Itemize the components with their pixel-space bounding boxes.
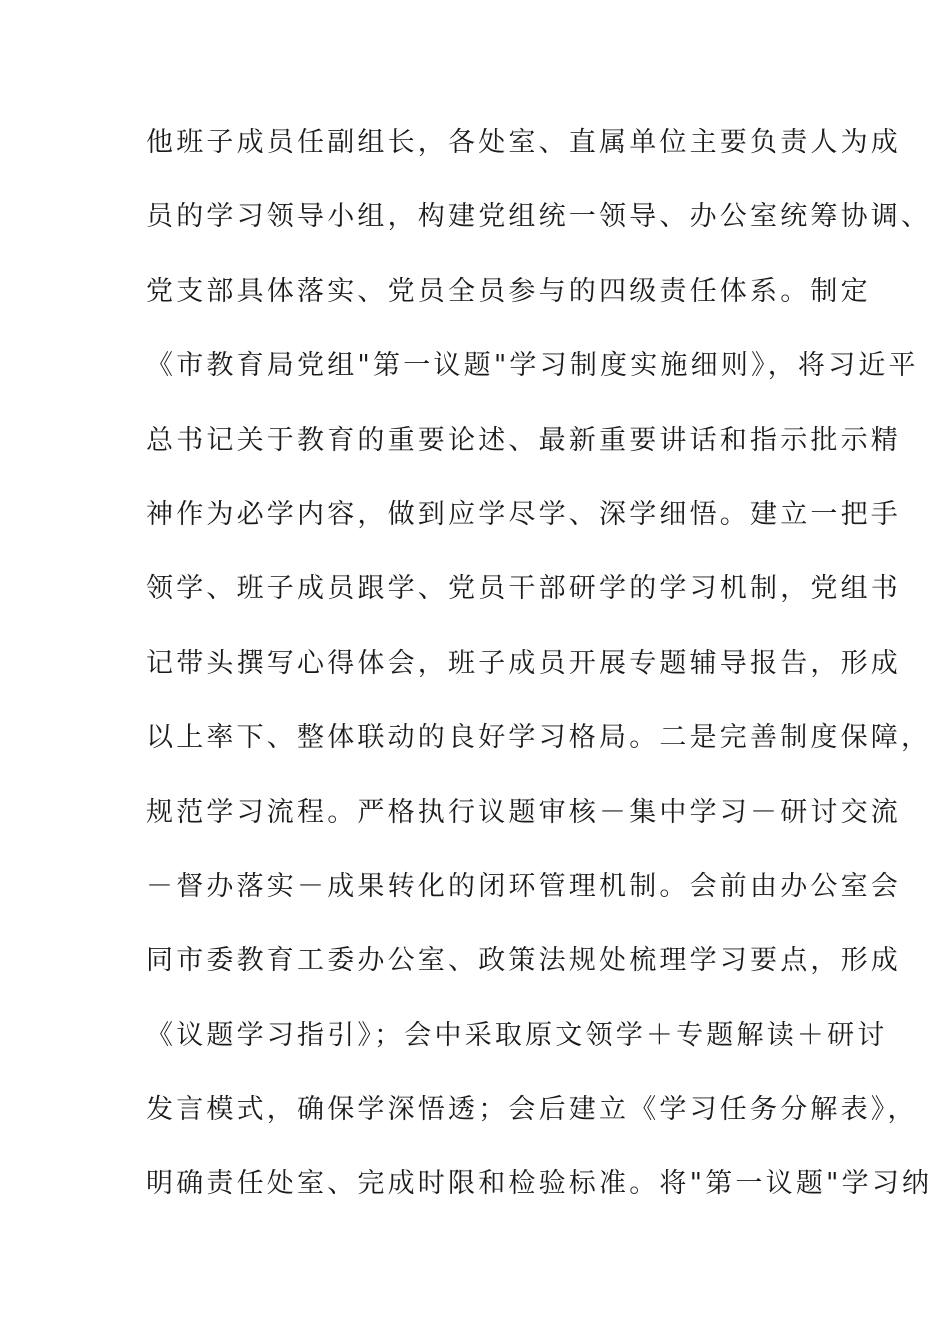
text-line: 党支部具体落实、党员全员参与的四级责任体系。制定	[146, 275, 871, 307]
text-line: －督办落实－成果转化的闭环管理机制。会前由办公室会	[146, 870, 901, 902]
text-line: 《议题学习指引》；会中采取原文领学＋专题解读＋研讨	[146, 1019, 888, 1051]
body-paragraph	[146, 118, 933, 1234]
text-line: 以上率下、整体联动的良好学习格局。二是完善制度保障，	[146, 722, 932, 754]
text-line: 员的学习领导小组，构建党组统一领导、办公室统筹协调、	[146, 201, 932, 233]
text-line: 明确责任处室、完成时限和检验标准。将"第一议题"学习纳	[146, 1168, 933, 1200]
text-line: 领学、班子成员跟学、党员干部研学的学习机制，党组书	[146, 573, 901, 605]
text-line: 他班子成员任副组长，各处室、直属单位主要负责人为成	[146, 127, 901, 158]
text-line: 《市教育局党组"第一议题"学习制度实施细则》，将习近平	[146, 350, 919, 382]
text-line: 记带头撰写心得体会，班子成员开展专题辅导报告，形成	[146, 647, 901, 679]
text-line: 神作为必学内容，做到应学尽学、深学细悟。建立一把手	[146, 498, 901, 530]
text-line: 同市委教育工委办公室、政策法规处梳理学习要点，形成	[146, 945, 901, 977]
text-line: 规范学习流程。严格执行议题审核－集中学习－研讨交流	[146, 796, 901, 828]
text-line: 总书记关于教育的重要论述、最新重要讲话和指示批示精	[146, 424, 901, 456]
text-line: 发言模式，确保学深悟透；会后建立《学习任务分解表》，	[146, 1094, 918, 1126]
